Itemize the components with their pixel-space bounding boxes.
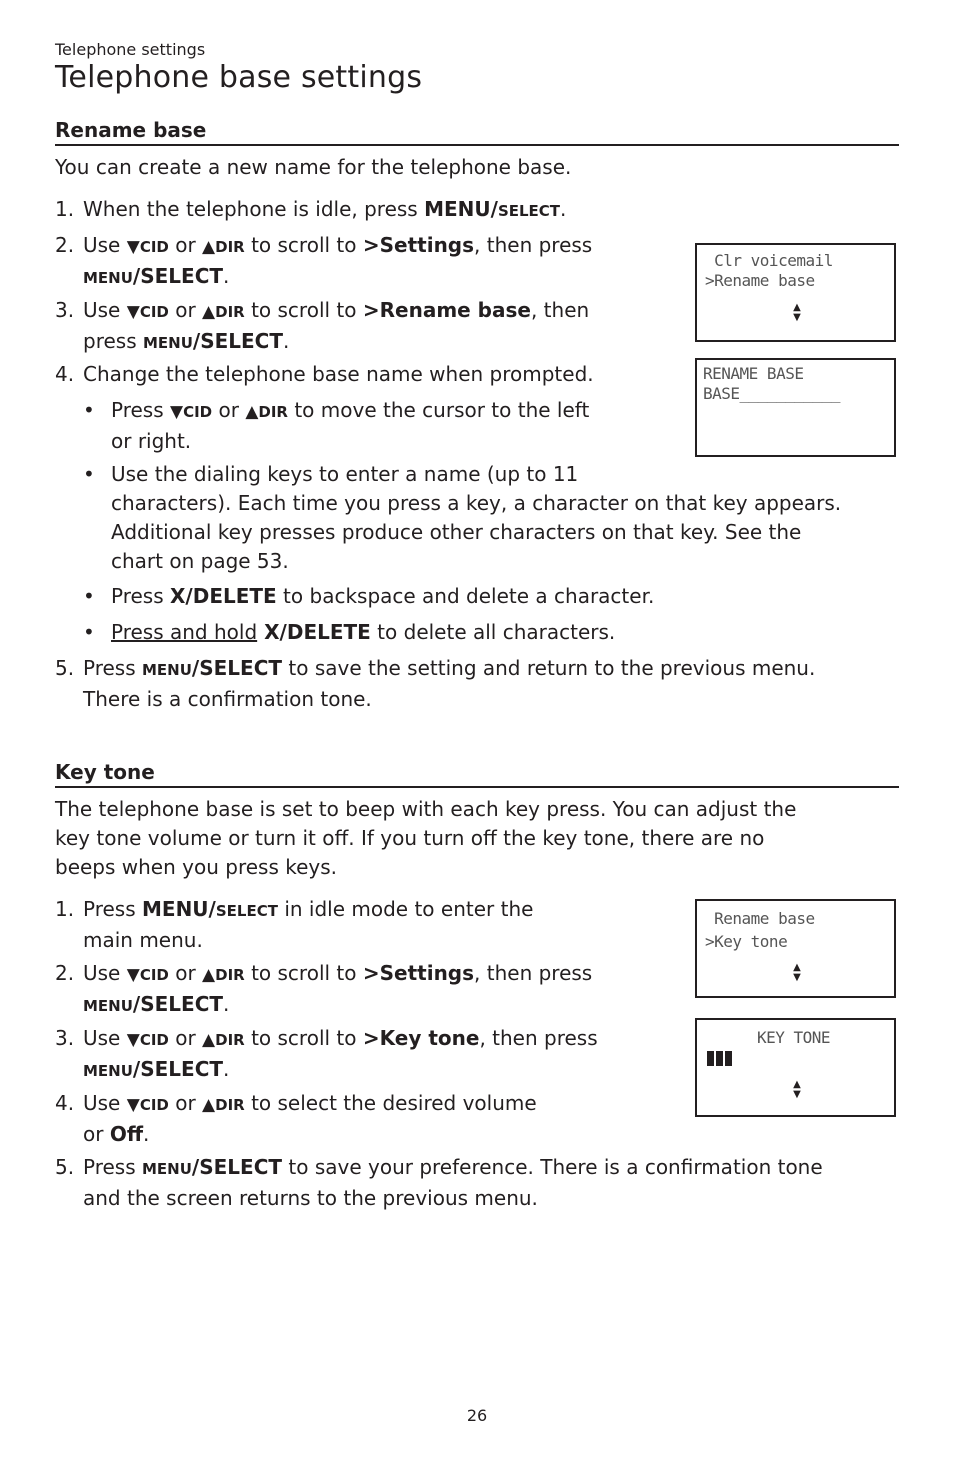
step-text: . <box>560 197 567 221</box>
key-label: MENU <box>142 334 193 352</box>
step-text: to save the setting and return to the previous menu. <box>282 656 816 680</box>
step-text: or <box>168 298 203 322</box>
key-tone-step-2 <box>55 959 675 1021</box>
lcd-line: Rename base <box>705 909 815 928</box>
down-arrow-icon: ▼ <box>793 312 801 323</box>
key-label: DIR <box>215 303 245 321</box>
bullet-text: or right. <box>111 429 192 453</box>
up-arrow-icon: ▲ <box>245 402 259 422</box>
key-tone-step-3 <box>55 1024 675 1086</box>
lcd-line: Clr voicemail <box>705 251 833 270</box>
page-number: 26 <box>466 1406 488 1425</box>
step-text: . <box>223 992 230 1016</box>
step-text: or <box>168 1091 203 1115</box>
step-number: 5. <box>55 656 75 680</box>
bullet-text: to delete all characters. <box>370 620 616 644</box>
lcd-screen-rename-base <box>695 358 896 457</box>
up-arrow-icon: ▲ <box>202 237 216 257</box>
bullet-text: chart on page 53. <box>111 549 289 573</box>
rename-step-3 <box>55 296 675 358</box>
lcd-line: BASE___________ <box>703 384 840 403</box>
rename-intro: You can create a new name for the telephone base. <box>55 155 572 179</box>
step-text: When the telephone is idle, press <box>83 197 425 221</box>
step-number: 3. <box>55 1026 75 1050</box>
key-label: CID <box>183 403 213 421</box>
step-text: . <box>223 264 230 288</box>
key-label: /SELECT <box>191 656 283 680</box>
bullet-text: Use the dialing keys to enter a name (up to 11 <box>111 462 579 486</box>
lcd-line: >Key tone <box>705 932 788 951</box>
down-arrow-icon: ▼ <box>126 965 140 985</box>
menu-target: >Settings <box>362 961 475 985</box>
bullet-dot: • <box>83 462 95 486</box>
up-arrow-icon: ▲ <box>793 302 801 313</box>
rename-bullet-2 <box>83 460 899 576</box>
lcd-line: RENAME BASE <box>703 364 804 383</box>
bullet-dot: • <box>83 584 95 608</box>
step-text: Use <box>83 1091 127 1115</box>
step-text: or <box>168 961 203 985</box>
step-text: , then press <box>474 233 593 257</box>
down-arrow-icon: ▼ <box>170 402 184 422</box>
option-value: Off <box>109 1122 144 1146</box>
key-label: DIR <box>215 238 245 256</box>
key-label: MENU <box>142 1160 192 1178</box>
down-arrow-icon: ▼ <box>793 972 801 983</box>
breadcrumb: Telephone settings <box>55 40 206 59</box>
intro-line: The telephone base is set to beep with each key press. You can adjust the <box>55 797 797 821</box>
key-label: MENU <box>142 661 192 679</box>
key-label: CID <box>139 1096 169 1114</box>
rename-bullet-4 <box>83 618 615 647</box>
step-text: or <box>83 1122 110 1146</box>
intro-line: key tone volume or turn it off. If you turn off the key tone, there are no <box>55 826 765 850</box>
bullet-text: or <box>212 398 246 422</box>
volume-bar <box>725 1051 732 1066</box>
up-arrow-icon: ▲ <box>202 965 216 985</box>
down-arrow-icon: ▼ <box>126 302 140 322</box>
key-tone-step-5 <box>55 1153 895 1213</box>
step-number: 4. <box>55 1091 75 1115</box>
key-label: /SELECT <box>132 1057 224 1081</box>
up-arrow-icon: ▲ <box>793 962 801 973</box>
rename-base-heading: Rename base <box>55 118 899 146</box>
step-text: to scroll to <box>244 961 363 985</box>
down-arrow-icon: ▼ <box>793 1089 801 1100</box>
down-arrow-icon: ▼ <box>126 237 140 257</box>
step-number: 5. <box>55 1155 75 1179</box>
bullet-text: Press <box>111 584 170 608</box>
key-label: DIR <box>258 403 288 421</box>
step-text: , then press <box>479 1026 598 1050</box>
step-number: 4. <box>55 362 75 386</box>
step-text: main menu. <box>83 928 203 952</box>
step-text: Press <box>83 1155 142 1179</box>
key-label: /SELECT <box>192 329 284 353</box>
step-text: Press <box>83 656 142 680</box>
up-arrow-icon: ▲ <box>202 302 216 322</box>
scroll-arrows-icon <box>791 1080 803 1100</box>
bullet-dot: • <box>83 620 95 644</box>
key-tone-heading: Key tone <box>55 760 899 788</box>
step-text: Change the telephone base name when prompted. <box>83 362 594 386</box>
step-text: Use <box>83 961 127 985</box>
key-label: MENU/ <box>142 897 216 921</box>
key-label: /SELECT <box>132 264 224 288</box>
step-text: or <box>168 1026 203 1050</box>
key-label: /SELECT <box>191 1155 283 1179</box>
step-text: to save your preference. There is a confirmation tone <box>282 1155 823 1179</box>
up-arrow-icon: ▲ <box>793 1079 801 1090</box>
step-text: to select the desired volume <box>244 1091 537 1115</box>
bullet-text: to backspace and delete a character. <box>276 584 655 608</box>
lcd-screen-key-tone-volume <box>695 1018 896 1117</box>
step-text: . <box>223 1057 230 1081</box>
step-text: , then <box>530 298 590 322</box>
menu-target: >Settings <box>362 233 475 257</box>
bullet-text: Press <box>111 398 170 422</box>
key-label: MENU/ <box>424 197 498 221</box>
menu-target: >Rename base <box>362 298 531 322</box>
bullet-dot: • <box>83 398 95 422</box>
bullet-text: Press and hold <box>111 620 258 644</box>
key-label: CID <box>139 966 169 984</box>
key-label: SELECT <box>497 202 561 220</box>
step-text: press <box>83 329 143 353</box>
lcd-screen-key-tone-menu <box>695 899 896 998</box>
key-label: SELECT <box>215 902 278 920</box>
key-label: /SELECT <box>132 992 224 1016</box>
rename-step-1 <box>55 195 566 226</box>
step-number: 3. <box>55 298 75 322</box>
step-text: There is a confirmation tone. <box>83 687 372 711</box>
step-text: . <box>143 1122 150 1146</box>
rename-bullet-1 <box>83 396 663 456</box>
bullet-text: characters). Each time you press a key, a character on that key appears. <box>111 491 842 515</box>
step-text: Press <box>83 897 142 921</box>
down-arrow-icon: ▼ <box>126 1030 140 1050</box>
lcd-line: >Rename base <box>705 271 815 290</box>
down-arrow-icon: ▼ <box>126 1095 140 1115</box>
volume-level-bars <box>707 1051 734 1070</box>
step-number: 2. <box>55 233 75 257</box>
key-label: X/DELETE <box>257 620 371 644</box>
key-label: DIR <box>215 966 245 984</box>
rename-step-2 <box>55 231 675 293</box>
step-text: Use <box>83 298 127 322</box>
step-text: or <box>168 233 203 257</box>
page-title: Telephone base settings <box>55 60 423 95</box>
step-number: 1. <box>55 197 75 221</box>
bullet-text: to move the cursor to the left <box>287 398 590 422</box>
scroll-arrows-icon <box>791 963 803 983</box>
step-text: to scroll to <box>244 233 363 257</box>
bullet-text: Additional key presses produce other characters on that key. See the <box>111 520 802 544</box>
up-arrow-icon: ▲ <box>202 1030 216 1050</box>
up-arrow-icon: ▲ <box>202 1095 216 1115</box>
step-text: Use <box>83 1026 127 1050</box>
rename-bullet-3 <box>83 582 654 611</box>
step-text: , then press <box>474 961 593 985</box>
key-label: MENU <box>83 1062 133 1080</box>
volume-bar <box>707 1051 714 1066</box>
lcd-line: KEY TONE <box>757 1028 831 1047</box>
step-text: Use <box>83 233 127 257</box>
step-text: . <box>283 329 290 353</box>
rename-step-4 <box>55 360 594 389</box>
key-label: X/DELETE <box>170 584 277 608</box>
key-tone-intro <box>55 795 895 882</box>
key-label: MENU <box>83 269 133 287</box>
key-label: MENU <box>83 997 133 1015</box>
key-label: DIR <box>215 1096 245 1114</box>
step-number: 2. <box>55 961 75 985</box>
step-number: 1. <box>55 897 75 921</box>
rename-step-5 <box>55 654 895 714</box>
scroll-arrows-icon <box>791 303 803 323</box>
volume-bar <box>716 1051 723 1066</box>
key-label: CID <box>139 238 169 256</box>
menu-target: >Key tone <box>362 1026 480 1050</box>
lcd-screen-rename-menu <box>695 243 896 342</box>
step-text: to scroll to <box>244 1026 363 1050</box>
key-tone-step-1 <box>55 895 675 955</box>
key-label: DIR <box>215 1031 245 1049</box>
key-label: CID <box>139 1031 169 1049</box>
step-text: to scroll to <box>244 298 363 322</box>
step-text: and the screen returns to the previous menu. <box>83 1186 538 1210</box>
key-tone-step-4 <box>55 1089 675 1149</box>
key-label: CID <box>139 303 169 321</box>
step-text: in idle mode to enter the <box>277 897 534 921</box>
intro-line: beeps when you press keys. <box>55 855 338 879</box>
